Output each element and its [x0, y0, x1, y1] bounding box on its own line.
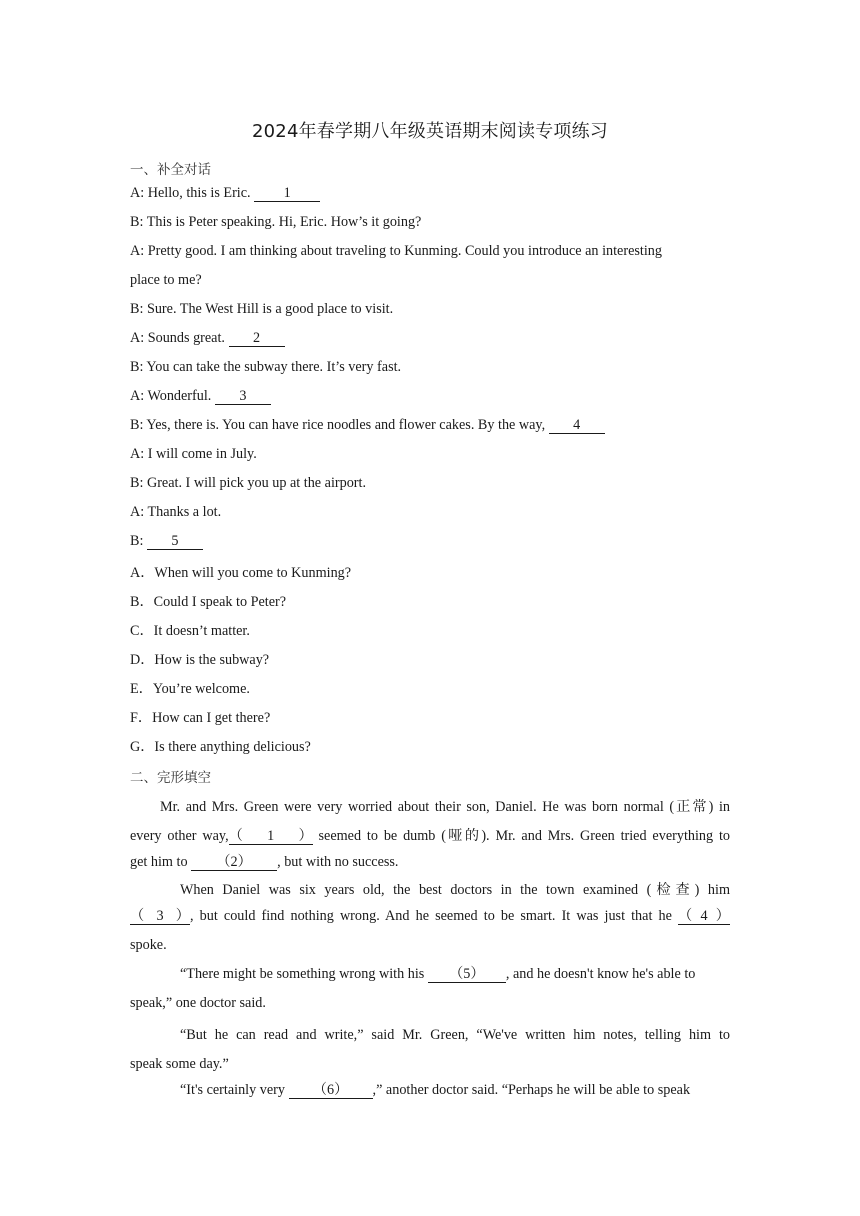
paragraph-line: When Daniel was six years old, the best doctors in the town examined (检查) him — [180, 882, 730, 898]
option-item: B．Could I speak to Peter? — [130, 594, 287, 610]
dialogue-line: B: 5 — [130, 533, 203, 550]
section-heading-dialogue: 一、补全对话 — [130, 162, 211, 178]
paragraph-line: “There might be something wrong with his （5） , and he doesn't know he's able to — [180, 966, 696, 982]
dialogue-line: A: Hello, this is Eric. 1 — [130, 185, 320, 202]
cloze-blank[interactable]: （5） — [428, 967, 506, 983]
answer-blank[interactable]: 4 — [549, 418, 605, 434]
option-item: A．When will you come to Kunming? — [130, 565, 352, 581]
answer-blank[interactable]: 2 — [229, 331, 285, 347]
dialogue-line: B: Yes, there is. You can have rice noodles and flower cakes. By the way, 4 — [130, 417, 605, 434]
dialogue-line: A: Sounds great. 2 — [130, 330, 285, 347]
paragraph-line: speak,” one doctor said. — [130, 995, 266, 1011]
dialogue-line: A: I will come in July. — [130, 446, 257, 462]
answer-blank[interactable]: 1 — [254, 186, 320, 202]
paragraph-line: spoke. — [130, 937, 167, 953]
paragraph-line: “But he can read and write,” said Mr. Green, “We've written him notes, telling him to — [180, 1027, 730, 1043]
cloze-blank[interactable]: （1） — [228, 828, 313, 844]
option-item: G．Is there anything delicious? — [130, 739, 311, 755]
option-item: C．It doesn’t matter. — [130, 623, 250, 639]
paragraph-line: speak some day.” — [130, 1056, 229, 1072]
cloze-blank[interactable]: （2） — [191, 855, 277, 871]
dialogue-line: B: Sure. The West Hill is a good place to visit. — [130, 301, 394, 317]
dialogue-line: B: This is Peter speaking. Hi, Eric. How’s it going? — [130, 214, 422, 230]
paragraph-line: “It's certainly very （6） ,” another doctor said. “Perhaps he will be able to speak — [180, 1082, 691, 1098]
dialogue-line: place to me? — [130, 272, 202, 288]
section-heading-cloze: 二、完形填空 — [130, 770, 211, 786]
paragraph-line: Mr. and Mrs. Green were very worried about their son, Daniel. He was born normal (正常) in — [160, 799, 730, 815]
dialogue-line: A: Wonderful. 3 — [130, 388, 271, 405]
page-title: 2024年春学期八年级英语期末阅读专项练习 — [251, 121, 608, 142]
answer-blank[interactable]: 3 — [215, 389, 271, 405]
answer-blank[interactable]: 5 — [147, 534, 203, 550]
cloze-blank[interactable]: （6） — [289, 1083, 373, 1099]
dialogue-line: A: Thanks a lot. — [130, 504, 222, 520]
option-item: F．How can I get there? — [130, 710, 271, 726]
dialogue-line: B: You can take the subway there. It’s very fast. — [130, 359, 402, 375]
paragraph-line: （3）, but could find nothing wrong. And he seemed to be smart. It was just that he （4） — [130, 908, 730, 924]
cloze-blank[interactable]: （4） — [678, 908, 730, 924]
option-item: E．You’re welcome. — [130, 681, 250, 697]
option-item: D．How is the subway? — [130, 652, 270, 668]
paragraph-line: every other way,（1） seemed to be dumb (哑的). Mr. and Mrs. Green tried everything to — [130, 828, 731, 844]
dialogue-line: B: Great. I will pick you up at the airport. — [130, 475, 367, 491]
cloze-blank[interactable]: （3） — [130, 908, 190, 924]
dialogue-line: A: Pretty good. I am thinking about traveling to Kunming. Could you introduce an interesting — [130, 243, 662, 259]
paragraph-line: get him to （2） , but with no success. — [130, 854, 399, 870]
